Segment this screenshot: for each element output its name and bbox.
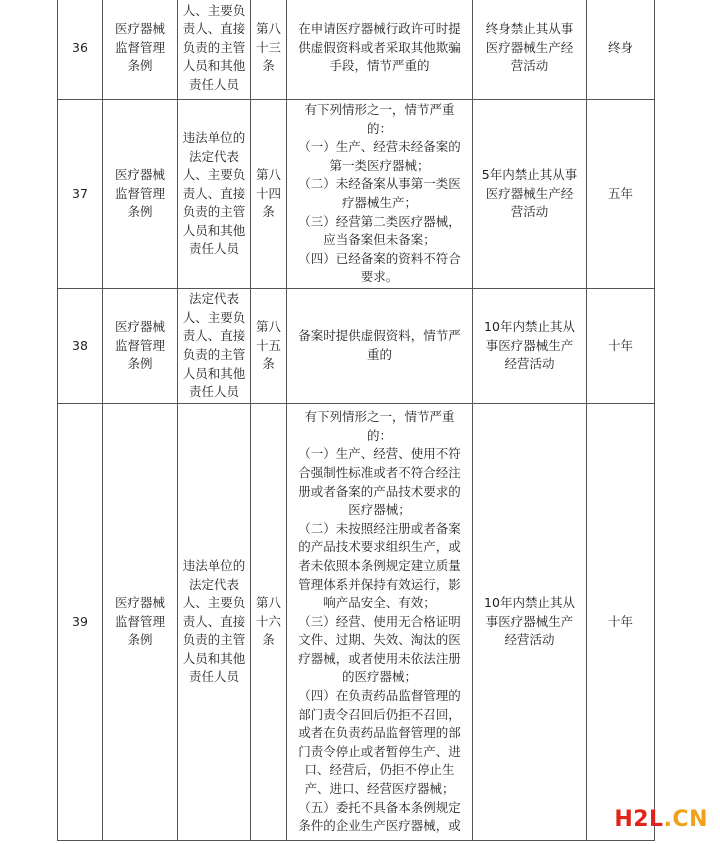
watermark-text-suffix: .CN [663, 807, 708, 832]
article-number-line: 十四 [255, 185, 281, 201]
violation-circumstance-cell [287, 100, 473, 289]
ban-term-cell: 终身 [587, 0, 655, 100]
table-row [58, 404, 655, 841]
violation-circumstance-line: 要求。 [360, 269, 399, 285]
legal-basis-cell [103, 404, 178, 841]
penalized-subject-line: 人员和其他 [182, 222, 246, 238]
violation-circumstance-line: 疗器械生产； [341, 195, 417, 210]
legal-basis-cell [103, 0, 178, 100]
violation-circumstance-line: 第一类医疗器械； [329, 157, 430, 173]
table-row [58, 100, 655, 289]
article-number-line: 条 [262, 356, 275, 372]
legal-basis-cell [103, 100, 178, 289]
violation-circumstance-line: （三）经营、使用无合格证明 [298, 613, 461, 629]
penalized-subject-line: 违法单位的 [182, 557, 246, 573]
penalty-measure-line: 事医疗器械生产 [485, 613, 574, 629]
penalized-subject-line: 责人、直接 [182, 21, 246, 37]
legal-basis-line: 条例 [127, 58, 153, 74]
violation-circumstance-line: 有下列情形之一，情节严重 [304, 409, 455, 425]
violation-circumstance-line: 的： [366, 427, 392, 443]
violation-circumstance-line: 的产品技术要求组织生产，或 [298, 539, 461, 555]
penalized-subject-line: 责人、直接 [182, 613, 246, 629]
penalized-subject-cell [178, 100, 251, 289]
violation-circumstance-line: 手段，情节严重的 [329, 58, 430, 74]
row-number-cell: 36 [58, 0, 103, 100]
penalty-measure-line: 营活动 [510, 204, 549, 220]
legal-basis-line: 监督管理 [114, 39, 165, 55]
penalized-subject-line: 法定代表 [188, 148, 239, 164]
violation-circumstance-line: （三）经营第二类医疗器械， [298, 213, 461, 229]
watermark-text-main: H2L [614, 807, 664, 832]
ban-term-cell: 十年 [587, 289, 655, 404]
penalized-subject-line: 责任人员 [188, 384, 239, 400]
violation-circumstance-cell [287, 289, 473, 404]
penalty-measure-line: 医疗器械生产经 [485, 185, 574, 201]
penalized-subject-line: 人、主要负 [182, 2, 246, 18]
penalized-subject-cell [178, 0, 251, 100]
penalty-table [57, 0, 655, 841]
penalized-subject-line: 人、主要负 [182, 595, 246, 611]
article-number-line: 条 [262, 58, 275, 74]
penalty-measure-line: 经营活动 [504, 356, 555, 372]
violation-circumstance-line: （一）生产、经营未经备案的 [298, 139, 461, 155]
article-number-cell [251, 0, 287, 100]
penalty-measure-line: 10年内禁止其从 [484, 319, 575, 335]
violation-circumstance-line: 产、进口、经营医疗器械； [304, 781, 455, 797]
penalty-measure-cell [473, 100, 587, 289]
penalty-measure-line: 经营活动 [504, 632, 555, 648]
article-number-line: 十五 [255, 337, 281, 353]
violation-circumstance-line: 或者在负责药品监督管理的部 [298, 725, 461, 741]
violation-circumstance-line: 响产品安全、有效； [323, 595, 436, 611]
row-number-cell: 37 [58, 100, 103, 289]
legal-basis-line: 条例 [127, 632, 153, 648]
legal-basis-line: 条例 [127, 356, 153, 372]
row-number-cell: 39 [58, 404, 103, 841]
penalized-subject-line: 责任人员 [188, 669, 239, 685]
legal-basis-line: 监督管理 [114, 185, 165, 201]
violation-circumstance-line: 合强制性标准或者不符合经注 [298, 464, 461, 480]
violation-circumstance-line: 文件、过期、失效、淘汰的医 [298, 632, 461, 648]
legal-basis-line: 监督管理 [114, 613, 165, 629]
article-number-cell [251, 289, 287, 404]
penalized-subject-line: 责人、直接 [182, 328, 246, 344]
article-number-line: 第八 [255, 167, 281, 183]
penalized-subject-line: 负责的主管 [182, 39, 246, 55]
article-number-line: 第八 [255, 319, 281, 335]
ban-term-cell: 十年 [587, 404, 655, 841]
penalty-measure-cell [473, 289, 587, 404]
penalized-subject-line: 负责的主管 [182, 347, 246, 362]
violation-circumstance-line: 医疗器械； [348, 502, 411, 518]
article-number-line: 十三 [255, 39, 281, 55]
violation-circumstance-line: 应当备案但未备案； [323, 232, 436, 248]
violation-circumstance-line: （四）已经备案的资料不符合 [298, 250, 461, 266]
legal-basis-line: 监督管理 [114, 337, 165, 353]
legal-basis-cell [103, 289, 178, 404]
penalized-subject-line: 责任人员 [188, 76, 239, 92]
violation-circumstance-line: 条件的企业生产医疗器械，或 [298, 818, 461, 834]
penalized-subject-line: 负责的主管 [182, 632, 246, 648]
penalty-measure-line: 事医疗器械生产 [485, 337, 574, 353]
legal-basis-line: 医疗器械 [114, 167, 165, 183]
violation-circumstance-line: 在申请医疗器械行政许可时提 [298, 21, 461, 37]
legal-basis-line: 条例 [127, 204, 153, 220]
violation-circumstance-line: 疗器械，或者使用未依法注册 [298, 650, 461, 666]
penalized-subject-line: 负责的主管 [182, 204, 246, 220]
violation-circumstance-line: （二）未经备案从事第一类医 [298, 176, 461, 192]
penalized-subject-cell [178, 289, 251, 404]
penalized-subject-line: 违法单位的 [182, 129, 246, 145]
violation-circumstance-line: 部门责令召回后仍拒不召回， [298, 706, 461, 722]
penalty-measure-line: 终身禁止其从事 [485, 21, 574, 37]
violation-circumstance-line: 口、经营后，仍拒不停止生 [304, 762, 455, 778]
penalty-measure-line: 10年内禁止其从 [484, 595, 575, 611]
table-body [58, 0, 655, 841]
violation-circumstance-line: 的医疗器械； [341, 669, 417, 685]
violation-circumstance-line: （一）生产、经营、使用不符 [298, 446, 461, 462]
article-number-cell [251, 100, 287, 289]
penalized-subject-cell [178, 404, 251, 841]
penalty-measure-line: 医疗器械生产经 [485, 39, 574, 55]
penalized-subject-line: 责人、直接 [182, 185, 246, 201]
penalized-subject-line: 责任人员 [188, 241, 239, 257]
violation-circumstance-line: 者未依照本条例规定建立质量 [298, 557, 461, 573]
article-number-line: 条 [262, 204, 275, 220]
penalized-subject-line: 法定代表 [188, 576, 239, 592]
article-number-line: 条 [262, 632, 275, 648]
violation-circumstance-line: 重的 [366, 347, 392, 362]
violation-circumstance-line: 管理体系并保持有效运行，影 [298, 576, 461, 592]
article-number-line: 第八 [255, 595, 281, 611]
penalized-subject-line: 人员和其他 [182, 58, 246, 74]
penalized-subject-line: 人、主要负 [182, 309, 246, 325]
violation-circumstance-line: 册或者备案的产品技术要求的 [298, 483, 461, 499]
legal-basis-line: 医疗器械 [114, 21, 165, 37]
violation-circumstance-line: 供虚假资料或者采取其他欺骗 [298, 39, 461, 55]
penalty-measure-line: 5年内禁止其从事 [481, 167, 578, 183]
penalty-measure-cell [473, 0, 587, 100]
legal-basis-line: 医疗器械 [114, 595, 165, 611]
penalized-subject-line: 人、主要负 [182, 167, 246, 183]
violation-circumstance-line: （二）未按照经注册或者备案 [298, 520, 461, 536]
violation-circumstance-line: 备案时提供虚假资料，情节严 [298, 328, 461, 344]
legal-basis-line: 医疗器械 [114, 319, 165, 335]
violation-circumstance-cell [287, 0, 473, 100]
row-number-cell: 38 [58, 289, 103, 404]
violation-circumstance-line: 门责令停止或者暂停生产、进 [298, 743, 461, 759]
violation-circumstance-line: （五）委托不具备本条例规定 [298, 799, 461, 815]
violation-circumstance-line: （四）在负责药品监督管理的 [298, 688, 461, 704]
article-number-cell [251, 404, 287, 841]
ban-term-cell: 五年 [587, 100, 655, 289]
violation-circumstance-cell [287, 404, 473, 841]
article-number-line: 第八 [255, 21, 281, 37]
site-watermark-logo [614, 807, 708, 832]
penalty-measure-line: 营活动 [510, 58, 549, 74]
table-row [58, 0, 655, 100]
penalized-subject-line: 人员和其他 [182, 365, 246, 381]
violation-circumstance-line: 有下列情形之一，情节严重 [304, 102, 455, 118]
article-number-line: 十六 [255, 613, 281, 629]
penalized-subject-line: 人员和其他 [182, 650, 246, 666]
penalty-measure-cell [473, 404, 587, 841]
table-row [58, 289, 655, 404]
violation-circumstance-line: 的： [366, 120, 392, 136]
penalized-subject-line: 法定代表 [188, 291, 239, 307]
